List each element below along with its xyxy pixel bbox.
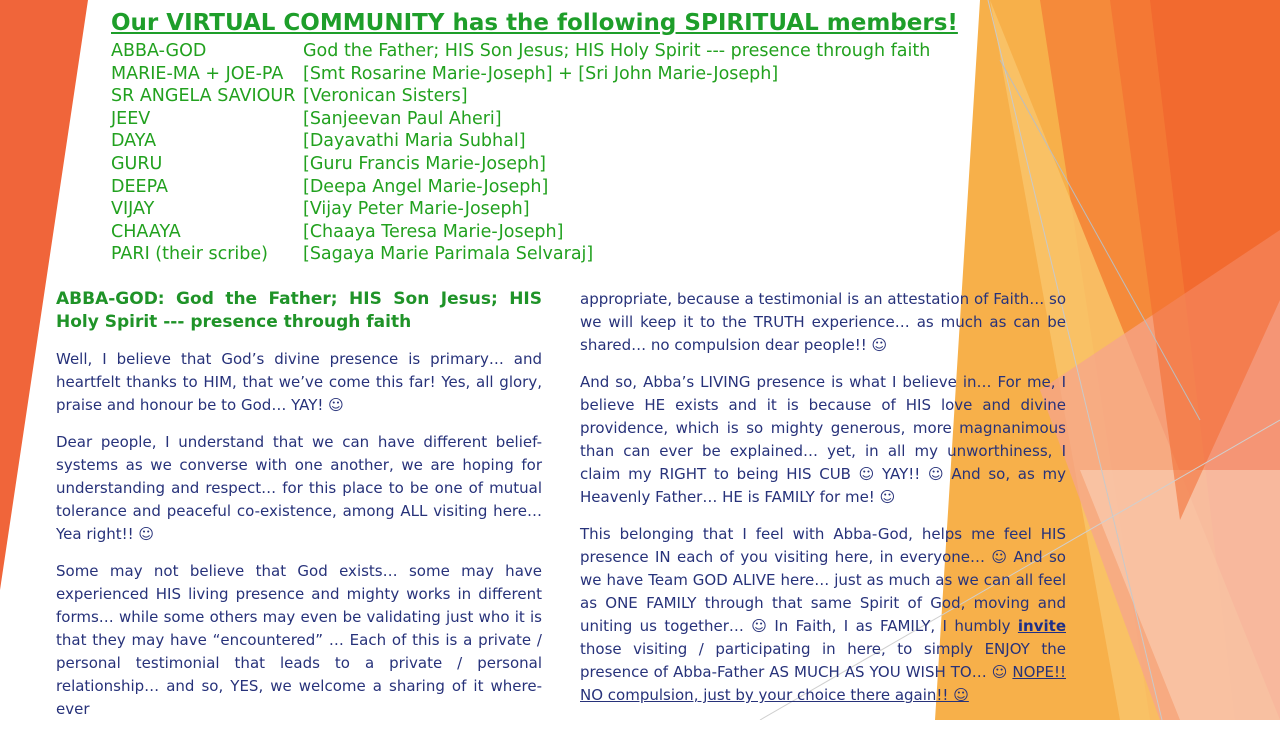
member-name: ABBA-GOD — [111, 41, 207, 61]
member-name: PARI (their scribe) — [111, 244, 268, 265]
member-desc: God the Father; HIS Son Jesus; HIS Holy Spirit --- presence through faith — [303, 41, 931, 61]
members-list — [111, 40, 930, 266]
paragraph: appropriate, because a testimonial is an attestation of Faith… so we will keep it to the TRUTH experience… as much as can be shared… no compulsion dear people!! ☺ — [580, 290, 1066, 354]
member-desc: [Smt Rosarine Marie-Joseph] + [Sri John Marie-Joseph] — [303, 63, 779, 84]
invite-link[interactable]: invite — [1017, 617, 1066, 635]
paragraph-text: those visiting / participating in here, to simply ENJOY the presence of Abba-Father AS MUCH AS YOU WISH TO… ☺ — [580, 640, 1066, 681]
member-row — [111, 40, 930, 63]
member-name: GURU — [111, 153, 163, 174]
paragraph: And so, Abba’s LIVING presence is what I believe in… For me, I believe HE exists and it is because of HIS love and divine providence, which is so mighty generous, more magnanimous than can ever be explained… yet, in all my unworthiness, I claim my RIGHT to being HIS CUB ☺ YAY!! ☺ And so, as my Heavenly Father… HE is FAMILY for me! ☺ — [580, 373, 1066, 506]
member-row — [111, 63, 930, 86]
right-column — [580, 288, 1066, 721]
page-heading: Our VIRTUAL COMMUNITY has the following SPIRITUAL members! — [111, 10, 958, 36]
left-column — [56, 288, 542, 735]
member-row — [111, 85, 930, 108]
paragraph-text: This belonging that I feel with Abba-God, helps me feel HIS presence IN each of you visiting here, in everyone… ☺ And so we have Team GOD ALIVE here… just as much as we can all feel as ONE FAMILY through that same Spirit of God, moving and uniting us together… ☺ In Faith, I as FAMILY, I humbly — [580, 525, 1066, 635]
member-row — [111, 176, 930, 199]
paragraph: Well, I believe that God’s divine presence is primary… and heartfelt thanks to HIM, that we’ve come this far! Yes, all glory, praise and honour be to God… YAY! ☺ — [56, 350, 542, 414]
member-row — [111, 221, 930, 244]
member-name: DAYA — [111, 131, 157, 152]
member-name: CHAAYA — [111, 221, 181, 242]
member-desc: [Veronican Sisters] — [303, 86, 468, 107]
member-name: MARIE-MA + JOE-PA — [111, 63, 284, 84]
member-row — [111, 153, 930, 176]
member-desc: [Sanjeevan Paul Aheri] — [303, 108, 502, 129]
member-name: SR ANGELA SAVIOUR — [111, 86, 296, 107]
member-desc: [Guru Francis Marie-Joseph] — [303, 153, 547, 174]
member-desc: [Dayavathi Maria Subhal] — [303, 131, 526, 152]
member-name: VIJAY — [111, 199, 155, 220]
member-desc: [Sagaya Marie Parimala Selvaraj] — [303, 244, 594, 265]
paragraph — [580, 523, 1066, 707]
member-row — [111, 130, 930, 153]
member-row — [111, 198, 930, 221]
member-name: DEEPA — [111, 176, 168, 197]
member-row — [111, 108, 930, 131]
member-desc: [Deepa Angel Marie-Joseph] — [303, 176, 549, 197]
member-desc: [Chaaya Teresa Marie-Joseph] — [303, 221, 564, 242]
section-heading: ABBA-GOD: God the Father; HIS Son Jesus; HIS Holy Spirit --- presence through faith — [56, 289, 542, 332]
underlined-text: NOPE!! NO compulsion, just by your choice there again!! ☺ — [580, 663, 1066, 704]
member-name: JEEV — [111, 108, 151, 129]
paragraph: Dear people, I understand that we can have different belief-systems as we converse with one another, we are hoping for understanding and respect… for this place to be one of mutual tolerance and peaceful co-existence, among ALL visiting here… Yea right!! ☺ — [56, 433, 542, 543]
paragraph: Some may not believe that God exists… some may have experienced HIS living presence and mighty works in different forms… while some others may even be validating just who it is that they may have “encountered” … Each of this is a private / personal testimonial that leads to a private / personal relationship… and so, YES, we welcome a sharing of it where-ever — [56, 562, 542, 718]
member-desc: [Vijay Peter Marie-Joseph] — [303, 199, 530, 220]
member-row — [111, 243, 930, 266]
